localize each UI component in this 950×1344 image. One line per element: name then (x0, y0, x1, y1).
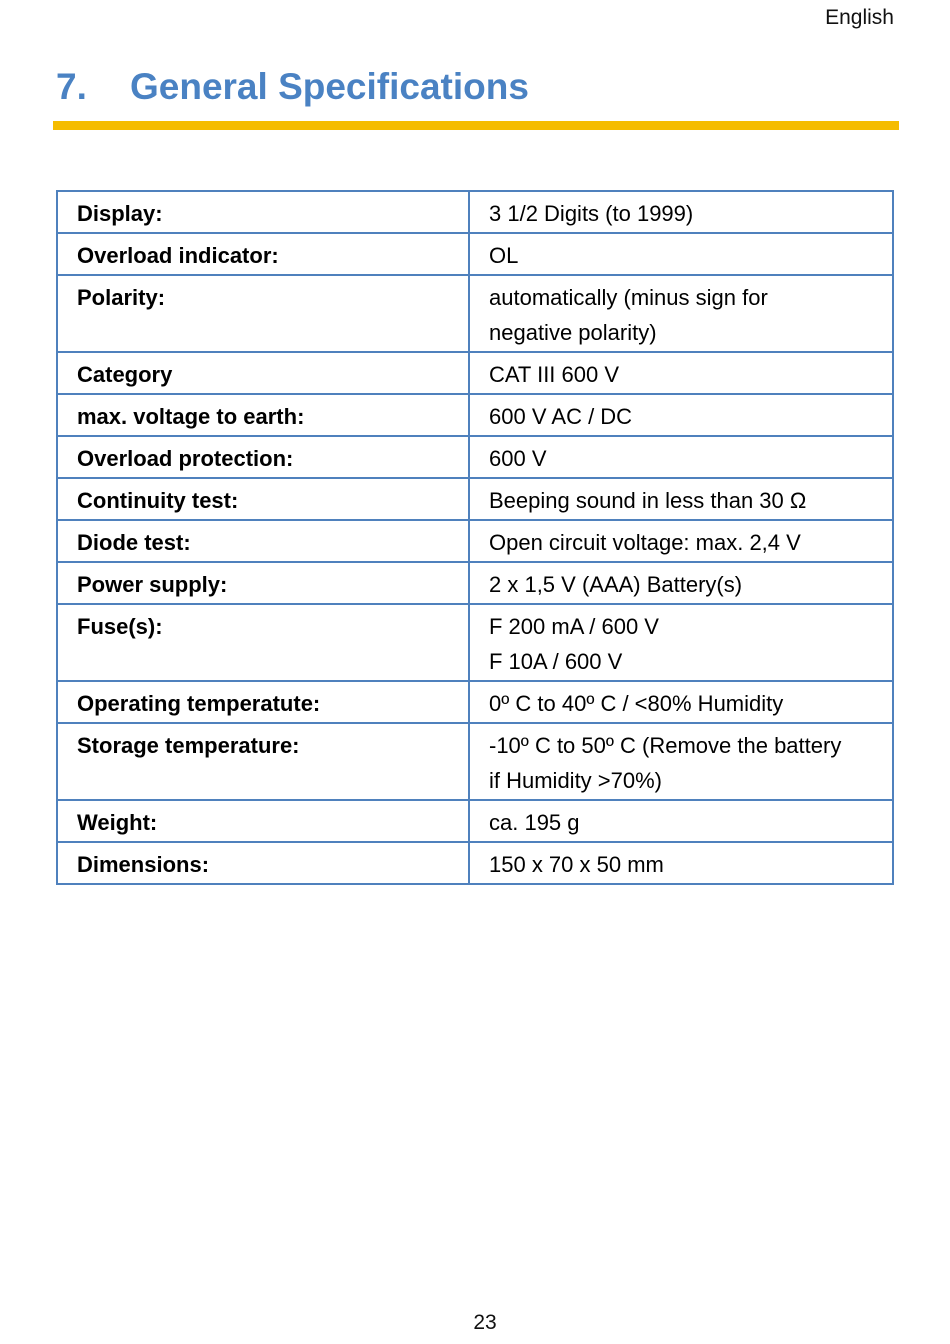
spec-label: Polarity: (57, 275, 469, 352)
spec-value (469, 681, 893, 723)
heading-underline (53, 121, 899, 130)
section-number: 7. (56, 66, 87, 107)
spec-label: Overload indicator: (57, 233, 469, 275)
spec-value-line: 600 V (489, 446, 547, 471)
spec-row (57, 520, 893, 562)
spec-value-line: Open circuit voltage: max. 2,4 V (489, 530, 801, 555)
spec-value-line: OL (489, 243, 519, 268)
spec-row (57, 604, 893, 681)
spec-label: Display: (57, 191, 469, 233)
spec-label: Overload protection: (57, 436, 469, 478)
spec-label: Storage temperature: (57, 723, 469, 800)
spec-value (469, 800, 893, 842)
spec-value (469, 275, 893, 352)
spec-value (469, 478, 893, 520)
spec-row (57, 562, 893, 604)
spec-row (57, 394, 893, 436)
spec-row (57, 275, 893, 352)
spec-row (57, 681, 893, 723)
language-label: English (825, 6, 894, 29)
spec-label: Operating temperatute: (57, 681, 469, 723)
spec-value-line: 2 x 1,5 V (AAA) Battery(s) (489, 572, 743, 597)
spec-value (469, 842, 893, 884)
spec-value-line: CAT III 600 V (489, 362, 620, 387)
spec-label: Dimensions: (57, 842, 469, 884)
spec-value (469, 191, 893, 233)
spec-row (57, 436, 893, 478)
spec-value-line: 150 x 70 x 50 mm (489, 852, 664, 877)
spec-value (469, 723, 893, 800)
spec-label: Continuity test: (57, 478, 469, 520)
section-heading (56, 66, 529, 108)
spec-label: Fuse(s): (57, 604, 469, 681)
spec-value (469, 352, 893, 394)
spec-value-line: if Humidity >70%) (489, 768, 663, 793)
spec-value (469, 520, 893, 562)
spec-row (57, 723, 893, 800)
spec-row (57, 842, 893, 884)
spec-row (57, 478, 893, 520)
spec-value-line: ca. 195 g (489, 810, 580, 835)
specifications-table-body (57, 191, 893, 884)
spec-value (469, 604, 893, 681)
spec-value-line: F 10A / 600 V (489, 649, 623, 674)
spec-row (57, 233, 893, 275)
spec-value-line: 600 V AC / DC (489, 404, 633, 429)
spec-row (57, 191, 893, 233)
spec-value-line: F 200 mA / 600 V (489, 614, 659, 639)
spec-row (57, 800, 893, 842)
spec-value (469, 562, 893, 604)
spec-value (469, 394, 893, 436)
spec-value (469, 436, 893, 478)
page-number: 23 (473, 1311, 497, 1334)
spec-label: Weight: (57, 800, 469, 842)
spec-label: Power supply: (57, 562, 469, 604)
spec-value (469, 233, 893, 275)
spec-value-line: automatically (minus sign for (489, 285, 768, 310)
spec-value-line: 3 1/2 Digits (to 1999) (489, 201, 694, 226)
spec-label: max. voltage to earth: (57, 394, 469, 436)
spec-value-line: -10º C to 50º C (Remove the battery (489, 733, 842, 758)
spec-value-line: Beeping sound in less than 30 Ω (489, 488, 807, 513)
spec-value-line: 0º C to 40º C / <80% Humidity (489, 691, 784, 716)
spec-label: Category (57, 352, 469, 394)
spec-row (57, 352, 893, 394)
spec-value-line: negative polarity) (489, 320, 657, 345)
section-title: General Specifications (130, 66, 529, 107)
specifications-table (56, 190, 894, 885)
spec-label: Diode test: (57, 520, 469, 562)
